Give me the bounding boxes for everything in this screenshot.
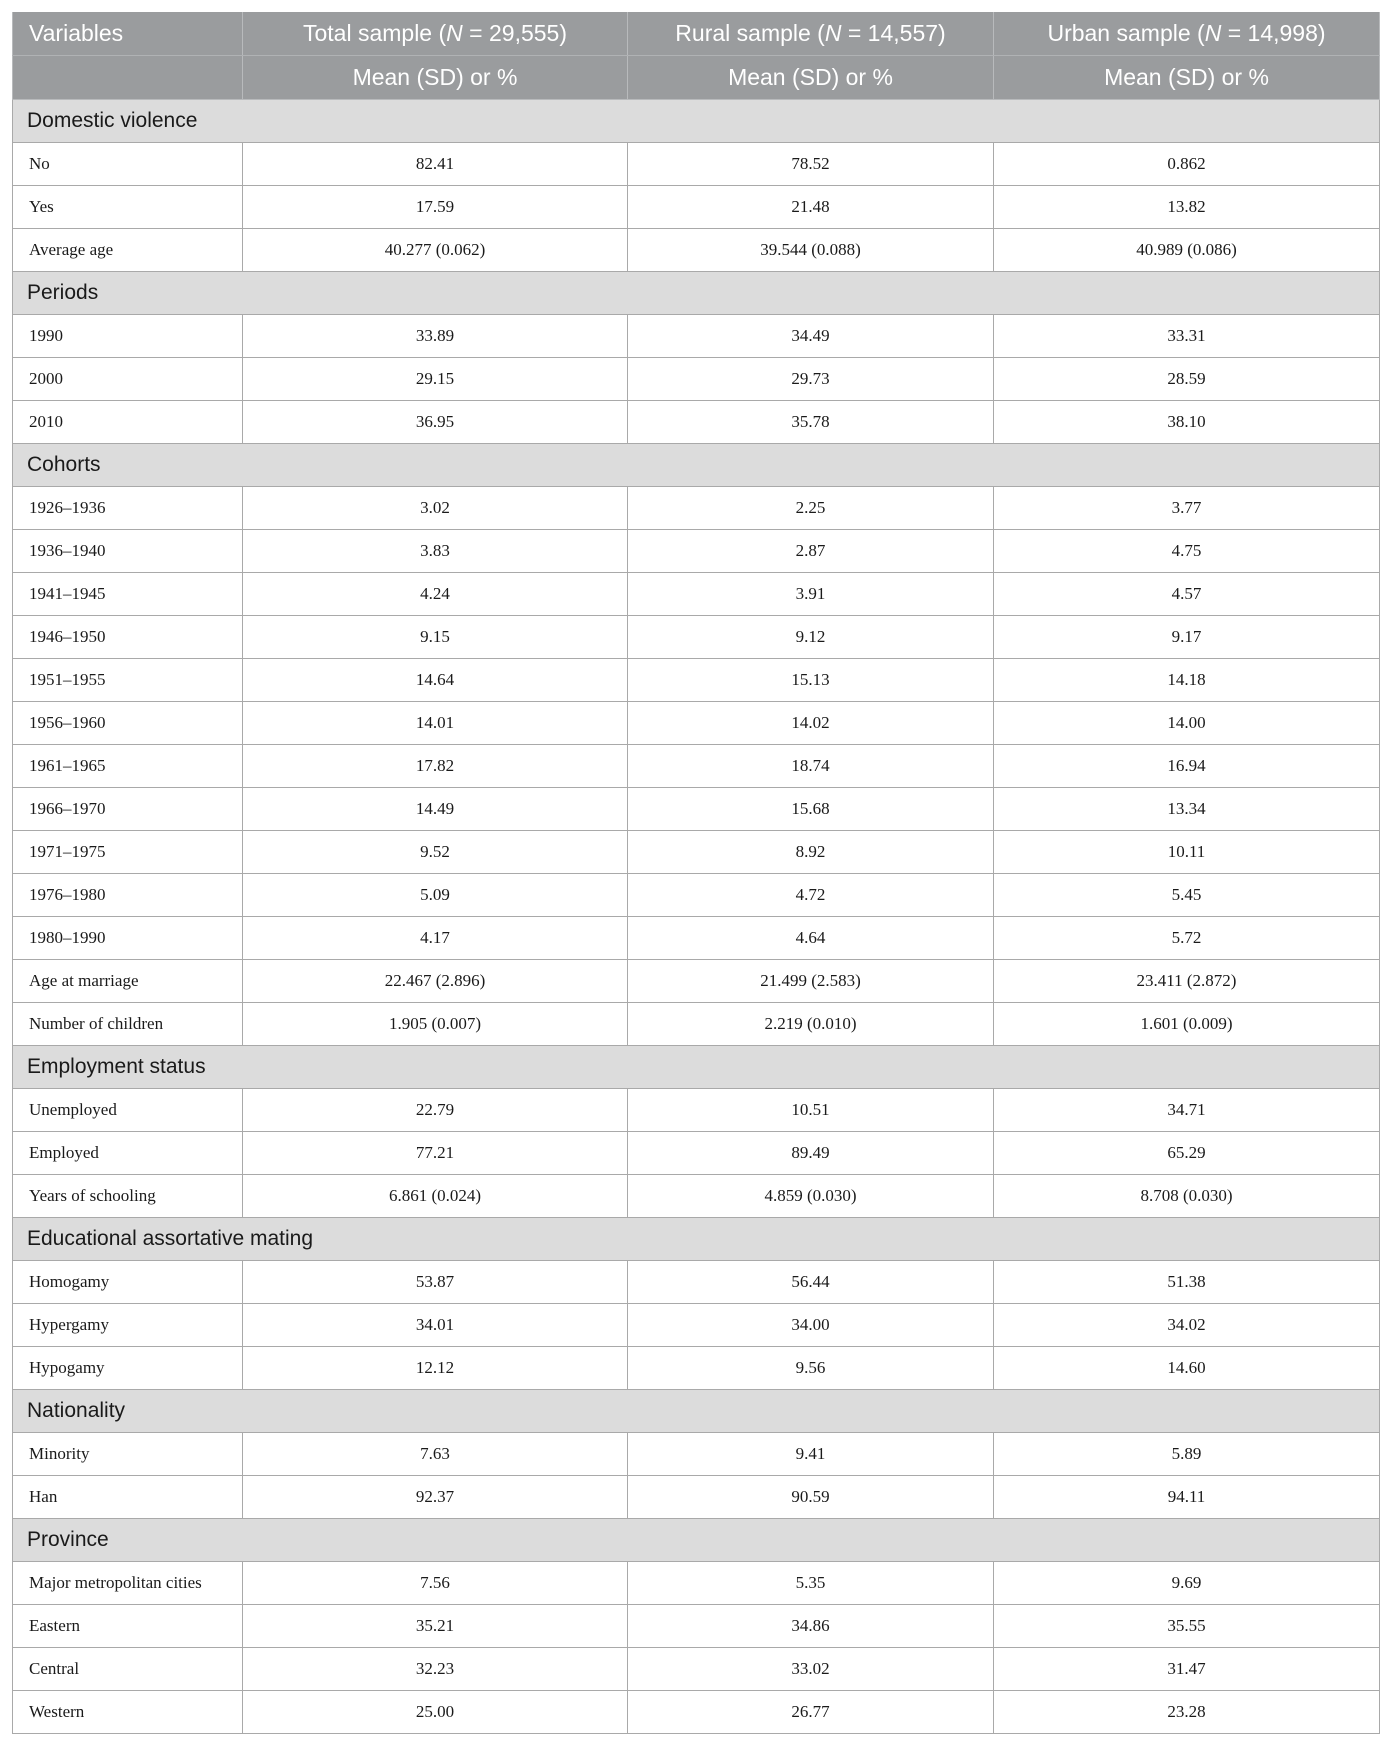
total-sample-value: 14.49: [243, 788, 628, 831]
urban-sample-value: 31.47: [994, 1648, 1380, 1691]
rural-sample-value: 9.56: [628, 1347, 994, 1390]
row-label: Han: [13, 1476, 243, 1519]
rural-sample-value: 56.44: [628, 1261, 994, 1304]
rural-sample-subheader: Mean (SD) or %: [628, 56, 994, 100]
total-sample-value: 77.21: [243, 1132, 628, 1175]
table-header: [13, 12, 1380, 100]
total-sample-value: 17.82: [243, 745, 628, 788]
urban-sample-value: 34.02: [994, 1304, 1380, 1347]
section-title: Province: [13, 1519, 1380, 1562]
section-title: Educational assortative mating: [13, 1218, 1380, 1261]
section-title: Nationality: [13, 1390, 1380, 1433]
section-header-row: [13, 272, 1380, 315]
row-label: Hypergamy: [13, 1304, 243, 1347]
table-row: [13, 401, 1380, 444]
urban-sample-value: 8.708 (0.030): [994, 1175, 1380, 1218]
descriptive-statistics-table: [12, 12, 1380, 1734]
rural-sample-value: 8.92: [628, 831, 994, 874]
section-title: Domestic violence: [13, 100, 1380, 143]
section-title: Periods: [13, 272, 1380, 315]
total-sample-value: 1.905 (0.007): [243, 1003, 628, 1046]
total-sample-value: 22.467 (2.896): [243, 960, 628, 1003]
table-row: [13, 143, 1380, 186]
urban-sample-value: 16.94: [994, 745, 1380, 788]
row-label: 1990: [13, 315, 243, 358]
rural-sample-value: 34.86: [628, 1605, 994, 1648]
rural-sample-value: 26.77: [628, 1691, 994, 1734]
rural-sample-value: 35.78: [628, 401, 994, 444]
total-sample-value: 6.861 (0.024): [243, 1175, 628, 1218]
rural-sample-value: 2.25: [628, 487, 994, 530]
table-row: [13, 186, 1380, 229]
total-sample-value: 9.15: [243, 616, 628, 659]
rural-sample-value: 3.91: [628, 573, 994, 616]
urban-sample-value: 4.75: [994, 530, 1380, 573]
row-label: 1941–1945: [13, 573, 243, 616]
rural-sample-value: 2.87: [628, 530, 994, 573]
table-row: [13, 358, 1380, 401]
row-label: 1936–1940: [13, 530, 243, 573]
total-sample-value: 34.01: [243, 1304, 628, 1347]
row-label: No: [13, 143, 243, 186]
urban-sample-value: 0.862: [994, 143, 1380, 186]
rural-sample-value: 34.00: [628, 1304, 994, 1347]
urban-sample-value: 14.18: [994, 659, 1380, 702]
table-row: [13, 1433, 1380, 1476]
row-label: Average age: [13, 229, 243, 272]
table-row: [13, 1562, 1380, 1605]
table-row: [13, 315, 1380, 358]
header-subrow: [13, 56, 1380, 100]
urban-sample-subheader: Mean (SD) or %: [994, 56, 1380, 100]
total-sample-value: 7.56: [243, 1562, 628, 1605]
table-row: [13, 1261, 1380, 1304]
rural-sample-value: 14.02: [628, 702, 994, 745]
urban-sample-value: 14.60: [994, 1347, 1380, 1390]
row-label: Major metropolitan cities: [13, 1562, 243, 1605]
table-row: [13, 1089, 1380, 1132]
table-row: [13, 1347, 1380, 1390]
row-label: 1951–1955: [13, 659, 243, 702]
table-row: [13, 1175, 1380, 1218]
urban-sample-value: 23.411 (2.872): [994, 960, 1380, 1003]
total-sample-value: 36.95: [243, 401, 628, 444]
urban-sample-value: 34.71: [994, 1089, 1380, 1132]
table-row: [13, 1304, 1380, 1347]
section-header-row: [13, 1046, 1380, 1089]
table-row: [13, 702, 1380, 745]
table-row: [13, 960, 1380, 1003]
rural-sample-value: 2.219 (0.010): [628, 1003, 994, 1046]
total-sample-value: 22.79: [243, 1089, 628, 1132]
total-sample-value: 35.21: [243, 1605, 628, 1648]
rural-sample-value: 18.74: [628, 745, 994, 788]
total-sample-value: 7.63: [243, 1433, 628, 1476]
section-title: Cohorts: [13, 444, 1380, 487]
total-sample-value: 3.02: [243, 487, 628, 530]
total-sample-column-header: Total sample (N = 29,555): [243, 12, 628, 56]
rural-sample-value: 4.64: [628, 917, 994, 960]
urban-sample-value: 1.601 (0.009): [994, 1003, 1380, 1046]
table-row: [13, 1691, 1380, 1734]
row-label: Years of schooling: [13, 1175, 243, 1218]
table-row: [13, 530, 1380, 573]
row-label: Employed: [13, 1132, 243, 1175]
row-label: 2000: [13, 358, 243, 401]
urban-sample-value: 13.34: [994, 788, 1380, 831]
rural-sample-value: 10.51: [628, 1089, 994, 1132]
rural-sample-value: 29.73: [628, 358, 994, 401]
total-sample-value: 82.41: [243, 143, 628, 186]
urban-sample-value: 65.29: [994, 1132, 1380, 1175]
table-row: [13, 788, 1380, 831]
total-sample-value: 5.09: [243, 874, 628, 917]
urban-sample-value: 5.89: [994, 1433, 1380, 1476]
table-row: [13, 745, 1380, 788]
row-label: 1926–1936: [13, 487, 243, 530]
section-header-row: [13, 1218, 1380, 1261]
total-sample-value: 4.24: [243, 573, 628, 616]
total-sample-value: 4.17: [243, 917, 628, 960]
table-row: [13, 831, 1380, 874]
row-label: 1961–1965: [13, 745, 243, 788]
rural-sample-value: 33.02: [628, 1648, 994, 1691]
total-sample-value: 14.01: [243, 702, 628, 745]
table-row: [13, 616, 1380, 659]
urban-sample-value: 51.38: [994, 1261, 1380, 1304]
row-label: Unemployed: [13, 1089, 243, 1132]
urban-sample-value: 5.45: [994, 874, 1380, 917]
section-header-row: [13, 1519, 1380, 1562]
total-sample-value: 17.59: [243, 186, 628, 229]
row-label: 1966–1970: [13, 788, 243, 831]
total-sample-value: 53.87: [243, 1261, 628, 1304]
urban-sample-column-header: Urban sample (N = 14,998): [994, 12, 1380, 56]
urban-sample-value: 23.28: [994, 1691, 1380, 1734]
rural-sample-value: 78.52: [628, 143, 994, 186]
row-label: Western: [13, 1691, 243, 1734]
rural-sample-value: 9.41: [628, 1433, 994, 1476]
row-label: 1980–1990: [13, 917, 243, 960]
table-row: [13, 917, 1380, 960]
row-label: Hypogamy: [13, 1347, 243, 1390]
section-header-row: [13, 444, 1380, 487]
total-sample-value: 29.15: [243, 358, 628, 401]
urban-sample-value: 9.69: [994, 1562, 1380, 1605]
section-header-row: [13, 100, 1380, 143]
table-row: [13, 659, 1380, 702]
total-sample-value: 92.37: [243, 1476, 628, 1519]
table-row: [13, 487, 1380, 530]
urban-sample-value: 13.82: [994, 186, 1380, 229]
row-label: Eastern: [13, 1605, 243, 1648]
table-row: [13, 1476, 1380, 1519]
table-row: [13, 1605, 1380, 1648]
urban-sample-value: 35.55: [994, 1605, 1380, 1648]
rural-sample-value: 39.544 (0.088): [628, 229, 994, 272]
urban-sample-value: 28.59: [994, 358, 1380, 401]
urban-sample-value: 4.57: [994, 573, 1380, 616]
variables-column-header: Variables: [13, 12, 243, 56]
variables-column-subheader: [13, 56, 243, 100]
urban-sample-value: 94.11: [994, 1476, 1380, 1519]
table-row: [13, 1648, 1380, 1691]
section-title: Employment status: [13, 1046, 1380, 1089]
total-sample-value: 32.23: [243, 1648, 628, 1691]
rural-sample-value: 15.68: [628, 788, 994, 831]
urban-sample-value: 5.72: [994, 917, 1380, 960]
table-row: [13, 1132, 1380, 1175]
row-label: 1946–1950: [13, 616, 243, 659]
row-label: Minority: [13, 1433, 243, 1476]
table-body: [13, 100, 1380, 1734]
rural-sample-value: 34.49: [628, 315, 994, 358]
row-label: Age at marriage: [13, 960, 243, 1003]
rural-sample-value: 9.12: [628, 616, 994, 659]
header-row: [13, 12, 1380, 56]
urban-sample-value: 33.31: [994, 315, 1380, 358]
urban-sample-value: 9.17: [994, 616, 1380, 659]
rural-sample-value: 15.13: [628, 659, 994, 702]
row-label: Central: [13, 1648, 243, 1691]
row-label: Number of children: [13, 1003, 243, 1046]
total-sample-value: 25.00: [243, 1691, 628, 1734]
rural-sample-value: 21.48: [628, 186, 994, 229]
urban-sample-value: 40.989 (0.086): [994, 229, 1380, 272]
table-row: [13, 1003, 1380, 1046]
row-label: 1976–1980: [13, 874, 243, 917]
row-label: 1956–1960: [13, 702, 243, 745]
total-sample-subheader: Mean (SD) or %: [243, 56, 628, 100]
table-row: [13, 874, 1380, 917]
total-sample-value: 14.64: [243, 659, 628, 702]
row-label: Homogamy: [13, 1261, 243, 1304]
row-label: Yes: [13, 186, 243, 229]
total-sample-value: 33.89: [243, 315, 628, 358]
rural-sample-value: 4.859 (0.030): [628, 1175, 994, 1218]
table-row: [13, 573, 1380, 616]
rural-sample-column-header: Rural sample (N = 14,557): [628, 12, 994, 56]
row-label: 2010: [13, 401, 243, 444]
table-row: [13, 229, 1380, 272]
rural-sample-value: 5.35: [628, 1562, 994, 1605]
urban-sample-value: 10.11: [994, 831, 1380, 874]
rural-sample-value: 4.72: [628, 874, 994, 917]
total-sample-value: 12.12: [243, 1347, 628, 1390]
section-header-row: [13, 1390, 1380, 1433]
urban-sample-value: 14.00: [994, 702, 1380, 745]
urban-sample-value: 38.10: [994, 401, 1380, 444]
total-sample-value: 9.52: [243, 831, 628, 874]
row-label: 1971–1975: [13, 831, 243, 874]
urban-sample-value: 3.77: [994, 487, 1380, 530]
total-sample-value: 40.277 (0.062): [243, 229, 628, 272]
rural-sample-value: 90.59: [628, 1476, 994, 1519]
rural-sample-value: 21.499 (2.583): [628, 960, 994, 1003]
rural-sample-value: 89.49: [628, 1132, 994, 1175]
total-sample-value: 3.83: [243, 530, 628, 573]
